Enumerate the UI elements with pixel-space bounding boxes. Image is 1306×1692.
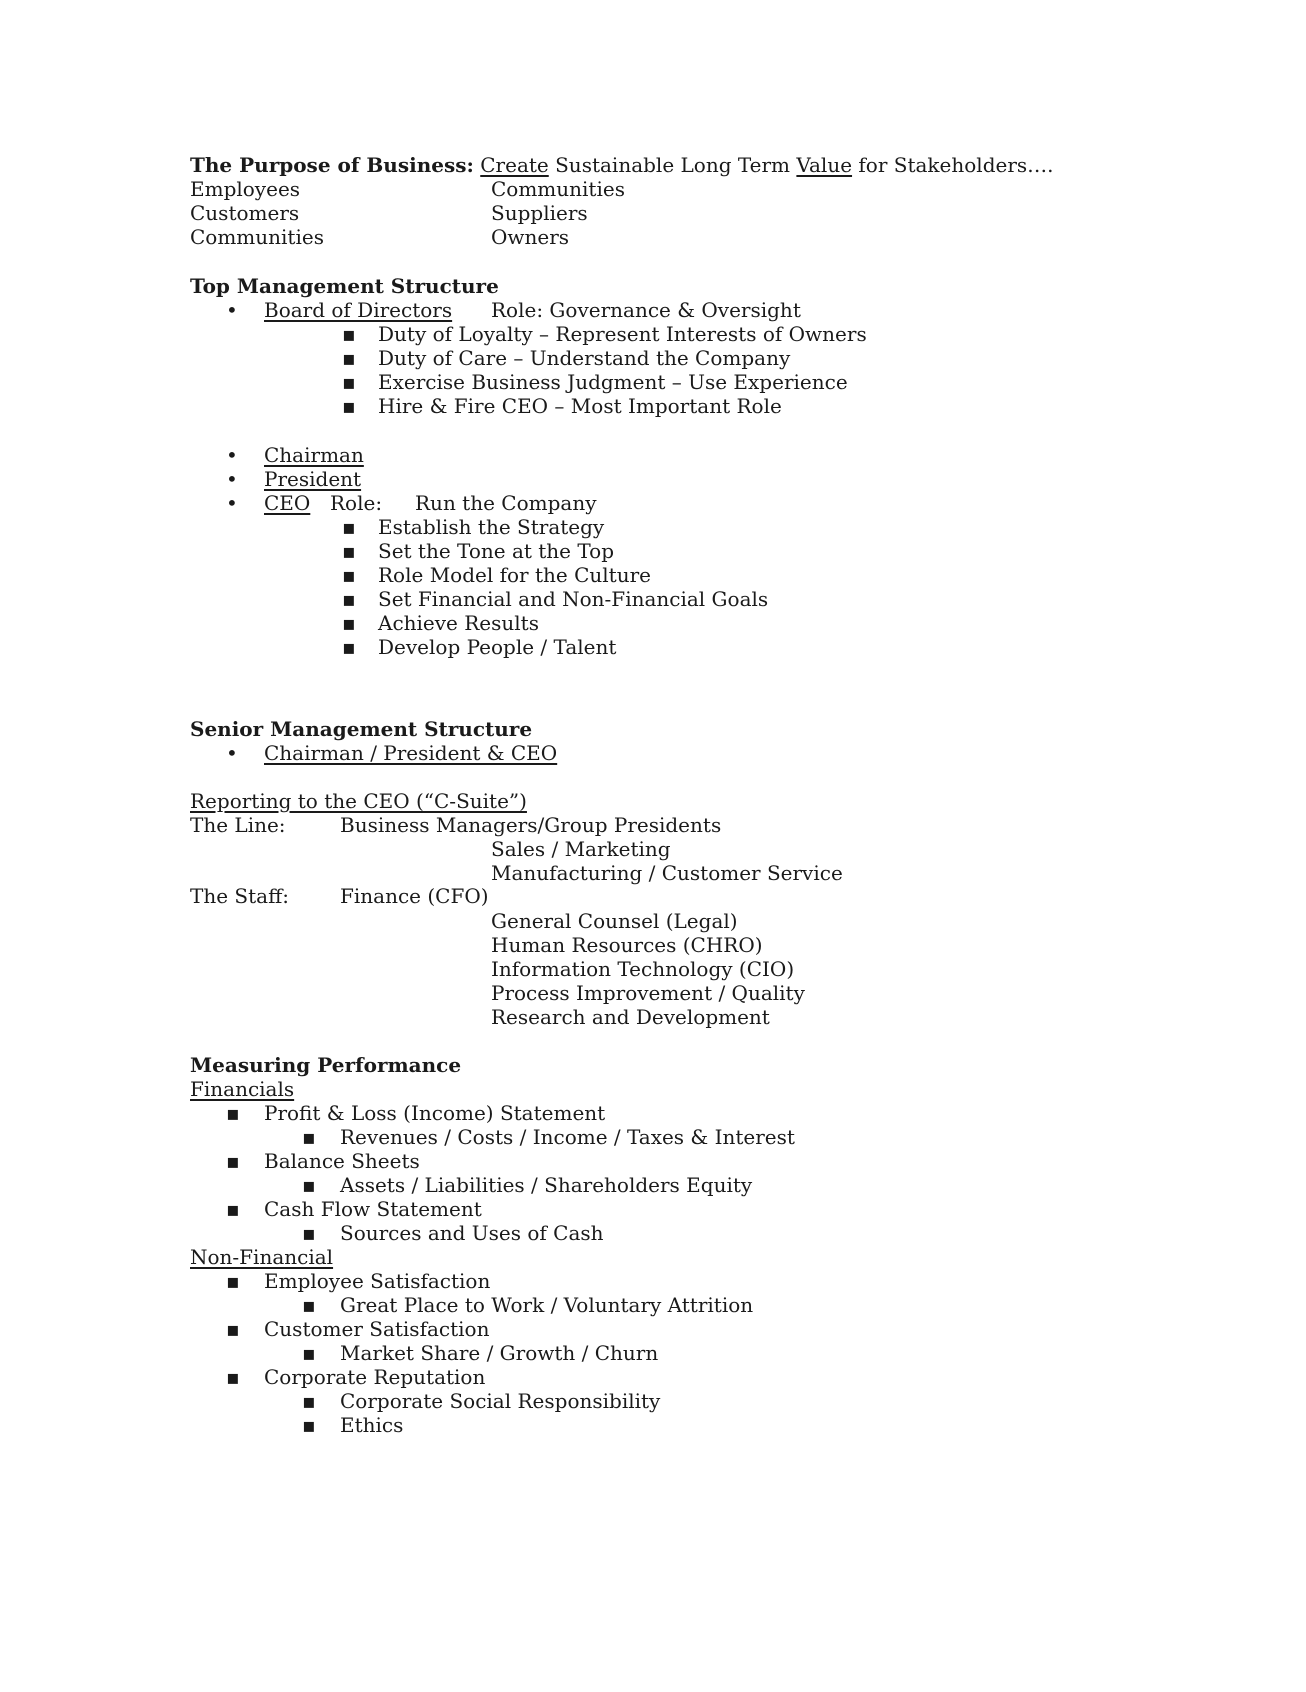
- ceo-item: Develop People / Talent: [378, 635, 617, 659]
- nonfinancial-subitem: Great Place to Work / Voluntary Attrition: [340, 1293, 754, 1317]
- ceo-role: Run the Company: [415, 491, 597, 515]
- president: President: [264, 467, 362, 491]
- ceo-item: Set the Tone at the Top: [378, 539, 615, 563]
- staff-label: The Staff:: [190, 884, 290, 908]
- staff-item: Information Technology (CIO): [491, 957, 795, 981]
- square-bullet-icon: [342, 322, 356, 346]
- bullet-icon: [226, 491, 238, 515]
- square-bullet-icon: [302, 1413, 316, 1437]
- purpose-mid: Sustainable Long Term: [555, 153, 791, 177]
- square-bullet-icon: [226, 1101, 240, 1125]
- board-item: Hire & Fire CEO – Most Important Role: [378, 394, 782, 418]
- financial-item: Cash Flow Statement: [264, 1197, 482, 1221]
- purpose-create: Create: [480, 153, 549, 177]
- square-bullet-icon: [342, 611, 356, 635]
- purpose-value: Value: [796, 153, 853, 177]
- board-item: Duty of Loyalty – Represent Interests of Owners: [378, 322, 867, 346]
- bullet-icon: [226, 741, 238, 765]
- square-bullet-icon: [302, 1173, 316, 1197]
- line-item: Business Managers/Group Presidents: [340, 813, 722, 837]
- square-bullet-icon: [342, 539, 356, 563]
- ceo-item: Establish the Strategy: [378, 515, 605, 539]
- staff-item: General Counsel (Legal): [491, 909, 738, 933]
- nonfinancial-item: Corporate Reputation: [264, 1365, 486, 1389]
- ceo-item: Set Financial and Non-Financial Goals: [378, 587, 769, 611]
- section-heading-measuring-performance: Measuring Performance: [190, 1053, 462, 1077]
- board-of-directors: Board of Directors: [264, 298, 453, 322]
- ceo-item: Role Model for the Culture: [378, 563, 651, 587]
- square-bullet-icon: [342, 346, 356, 370]
- square-bullet-icon: [226, 1317, 240, 1341]
- square-bullet-icon: [342, 587, 356, 611]
- square-bullet-icon: [342, 394, 356, 418]
- financial-subitem: Assets / Liabilities / Shareholders Equity: [340, 1173, 753, 1197]
- square-bullet-icon: [342, 515, 356, 539]
- financial-item: Balance Sheets: [264, 1149, 420, 1173]
- square-bullet-icon: [342, 370, 356, 394]
- nonfinancial-heading: Non-Financial: [190, 1245, 334, 1269]
- nonfinancial-item: Employee Satisfaction: [264, 1269, 491, 1293]
- stakeholder-text: Employees: [190, 177, 301, 201]
- stakeholder-text: Suppliers: [491, 201, 588, 225]
- purpose-line: [190, 153, 1054, 177]
- board-item: Duty of Care – Understand the Company: [378, 346, 791, 370]
- financials-heading: Financials: [190, 1077, 295, 1101]
- ceo: CEO: [264, 491, 311, 515]
- stakeholder-text: Communities: [190, 225, 324, 249]
- financial-subitem: Sources and Uses of Cash: [340, 1221, 604, 1245]
- staff-item: Process Improvement / Quality: [491, 981, 805, 1005]
- staff-item: Human Resources (CHRO): [491, 933, 763, 957]
- reporting-heading: Reporting to the CEO (“C-Suite”): [190, 789, 527, 813]
- purpose-title: The Purpose of Business:: [190, 153, 474, 177]
- stakeholder-text: Customers: [190, 201, 300, 225]
- square-bullet-icon: [302, 1125, 316, 1149]
- staff-item: Research and Development: [491, 1005, 770, 1029]
- nonfinancial-subitem: Market Share / Growth / Churn: [340, 1341, 659, 1365]
- square-bullet-icon: [302, 1293, 316, 1317]
- chairman-president-ceo: Chairman / President & CEO: [264, 741, 558, 765]
- square-bullet-icon: [226, 1365, 240, 1389]
- bullet-icon: [226, 467, 238, 491]
- square-bullet-icon: [226, 1269, 240, 1293]
- financial-item: Profit & Loss (Income) Statement: [264, 1101, 606, 1125]
- line-item: Manufacturing / Customer Service: [491, 861, 843, 885]
- purpose-tail: for Stakeholders….: [858, 153, 1054, 177]
- square-bullet-icon: [302, 1341, 316, 1365]
- nonfinancial-item: Customer Satisfaction: [264, 1317, 490, 1341]
- ceo-item: Achieve Results: [378, 611, 539, 635]
- bullet-icon: [226, 443, 238, 467]
- stakeholder-text: Communities: [491, 177, 625, 201]
- line-item: Sales / Marketing: [491, 837, 671, 861]
- stakeholder-text: Owners: [491, 225, 570, 249]
- staff-item: Finance (CFO): [340, 884, 489, 908]
- line-label: The Line:: [190, 813, 286, 837]
- nonfinancial-subitem: Ethics: [340, 1413, 404, 1437]
- section-heading-senior-management: Senior Management Structure: [190, 717, 533, 741]
- square-bullet-icon: [342, 635, 356, 659]
- bullet-icon: [226, 298, 238, 322]
- chairman: Chairman: [264, 443, 364, 467]
- ceo-role-label: Role:: [330, 491, 383, 515]
- square-bullet-icon: [342, 563, 356, 587]
- board-item: Exercise Business Judgment – Use Experience: [378, 370, 848, 394]
- financial-subitem: Revenues / Costs / Income / Taxes & Interest: [340, 1125, 795, 1149]
- square-bullet-icon: [226, 1197, 240, 1221]
- square-bullet-icon: [302, 1389, 316, 1413]
- nonfinancial-subitem: Corporate Social Responsibility: [340, 1389, 661, 1413]
- section-heading-top-management: Top Management Structure: [190, 274, 499, 298]
- board-role: Role: Governance & Oversight: [491, 298, 801, 322]
- square-bullet-icon: [226, 1149, 240, 1173]
- square-bullet-icon: [302, 1221, 316, 1245]
